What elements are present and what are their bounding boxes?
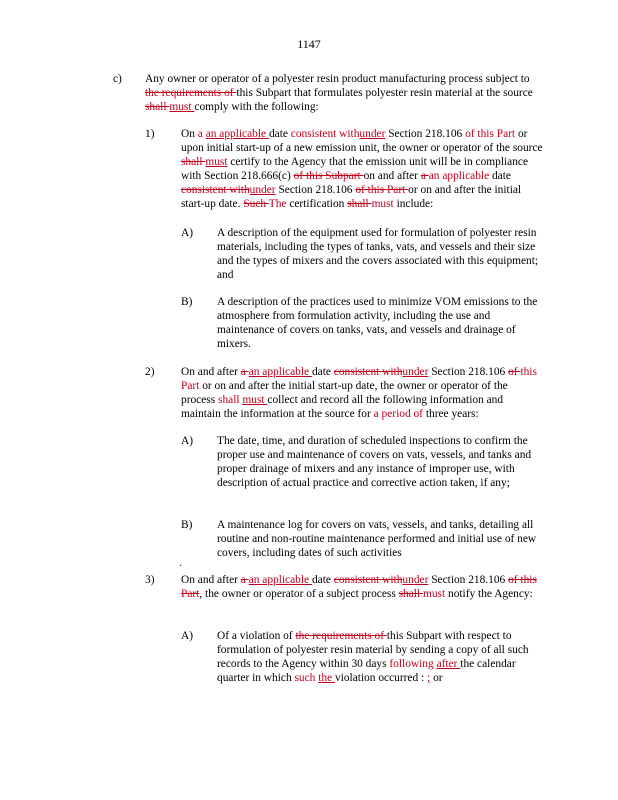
text-segment: , the owner or operator of a subject process — [199, 588, 399, 600]
text-segment: or on and after the initial start-up date. — [181, 184, 522, 210]
text-segment: date — [311, 574, 334, 586]
text-segment: an applicable — [205, 128, 269, 140]
text-segment: this Part — [181, 366, 537, 392]
text-segment: date — [489, 170, 511, 182]
text-segment: under — [402, 366, 429, 378]
text-segment: date — [311, 366, 334, 378]
text-segment: certify to the Agency that the emission unit will be in compliance with Section 218.666(c) — [181, 156, 529, 182]
item-3-label: 3) — [145, 574, 155, 586]
text-segment: consistent with — [333, 574, 403, 586]
text-segment: collect and record all the following information and maintain the information at the source for — [181, 394, 504, 420]
item-1a-label: A) — [181, 227, 194, 239]
text-segment: of — [508, 366, 521, 378]
text-segment: must — [242, 394, 268, 406]
text-segment: of this Subpart — [293, 170, 364, 182]
text-segment: a period of — [373, 408, 423, 420]
text-segment: Section 218.106 — [275, 184, 356, 196]
text-segment: shall — [398, 588, 423, 600]
text-segment: this Subpart that formulates polyester resin material at the source — [236, 87, 533, 99]
text-segment: must — [205, 156, 228, 168]
text-segment: a — [240, 366, 249, 378]
item-1-text — [181, 127, 543, 211]
item-c-label: c) — [113, 73, 122, 85]
text-segment: a — [240, 574, 249, 586]
item-3a-label: A) — [181, 630, 194, 642]
text-segment: or — [430, 672, 443, 684]
text-segment: On and after — [181, 574, 241, 586]
text-segment: ; — [427, 672, 431, 684]
text-segment: shall — [181, 156, 206, 168]
text-segment: under — [249, 184, 276, 196]
item-2a-label: A) — [181, 435, 194, 447]
item-2-label: 2) — [145, 366, 155, 378]
text-segment: or upon initial start-up of a new emission unit, the owner or operator of the source — [181, 128, 543, 154]
text-segment: the requirements of — [145, 87, 237, 99]
text-segment: Such — [243, 198, 269, 210]
text-segment: On and after — [181, 366, 241, 378]
text-segment: or on and after the initial start-up date, the owner or operator of the process — [181, 380, 508, 406]
text-segment: Any owner or operator of a polyester resin product manufacturing process subject to — [145, 73, 530, 85]
text-segment: shall — [218, 394, 243, 406]
item-1a-text: A description of the equipment used for formulation of polyester resin materials, including the types of tanks, vats, and vessels and their size and the types of mixers and the covers associated with this equipment; and — [217, 227, 539, 281]
text-segment: The — [268, 198, 287, 210]
text-segment: such — [294, 672, 319, 684]
text-segment: date — [268, 128, 291, 140]
text-segment: a — [420, 170, 429, 182]
item-2b-text: A maintenance log for covers on vats, vessels, and tanks, detailing all routine and non-routine maintenance performed and initial use of new covers, including dates of such activities — [217, 519, 537, 559]
text-segment: consistent with — [290, 128, 360, 140]
text-segment: Section 218.106 — [428, 366, 509, 378]
text-segment: Section 218.106 — [428, 574, 509, 586]
item-2b-label: B) — [181, 519, 193, 531]
text-segment: the requirements of — [295, 630, 387, 642]
item-2a-text: The date, time, and duration of scheduled inspections to confirm the proper use and maintenance of covers on vats, vessels, and tanks and proper drainage of mixers and any instance of improper use, with description of actual practice and corrective action taken, if any; — [217, 435, 532, 489]
text-segment: an applicable — [248, 574, 312, 586]
text-segment: under — [359, 128, 386, 140]
text-segment: the calendar quarter in which — [217, 658, 516, 684]
text-segment: following — [389, 658, 434, 670]
text-segment: shall — [347, 198, 372, 210]
item-2-text — [181, 365, 543, 421]
text-segment: of this Part — [181, 574, 537, 600]
text-segment: consistent with — [333, 366, 403, 378]
item-1-label: 1) — [145, 128, 155, 140]
text-segment: On — [181, 128, 198, 140]
text-segment: certification — [286, 198, 348, 210]
stray-mark: · — [179, 561, 183, 572]
text-segment: of this Part — [465, 128, 516, 140]
text-segment: must — [169, 101, 195, 113]
text-segment: three years: — [422, 408, 479, 420]
text-segment: include: — [393, 198, 434, 210]
text-segment: under — [402, 574, 429, 586]
text-segment: after — [436, 658, 461, 670]
item-1b-text: A description of the practices used to minimize VOM emissions to the atmosphere from formulation activity, including the use and maintenance of covers on tanks, vats, and vessels and drainage of mixers. — [217, 296, 538, 350]
text-segment: must — [423, 588, 446, 600]
text-segment: notify the Agency: — [445, 588, 533, 600]
item-3a-text — [217, 629, 543, 685]
page-number: 1147 — [297, 37, 321, 51]
text-segment: must — [371, 198, 394, 210]
text-segment: the — [318, 672, 335, 684]
text-segment: consistent with — [181, 184, 250, 196]
text-segment: an applicable — [428, 170, 490, 182]
text-segment: comply with the following: — [194, 101, 319, 113]
text-segment: violation occurred : — [335, 672, 428, 684]
text-segment: of this Part — [355, 184, 409, 196]
text-segment: shall — [145, 101, 170, 113]
item-c-text — [145, 72, 541, 114]
text-segment: Of a violation of — [217, 630, 296, 642]
text-segment: an applicable — [248, 366, 312, 378]
item-3-text — [181, 573, 543, 601]
text-segment: a — [197, 128, 206, 140]
text-segment: this Subpart with respect to formulation of polyester resin material by sending a copy of all such records to the Agency within 30 days — [217, 630, 529, 670]
item-1b-label: B) — [181, 296, 193, 308]
text-segment: on and after — [363, 170, 421, 182]
text-segment: Section 218.106 — [385, 128, 466, 140]
